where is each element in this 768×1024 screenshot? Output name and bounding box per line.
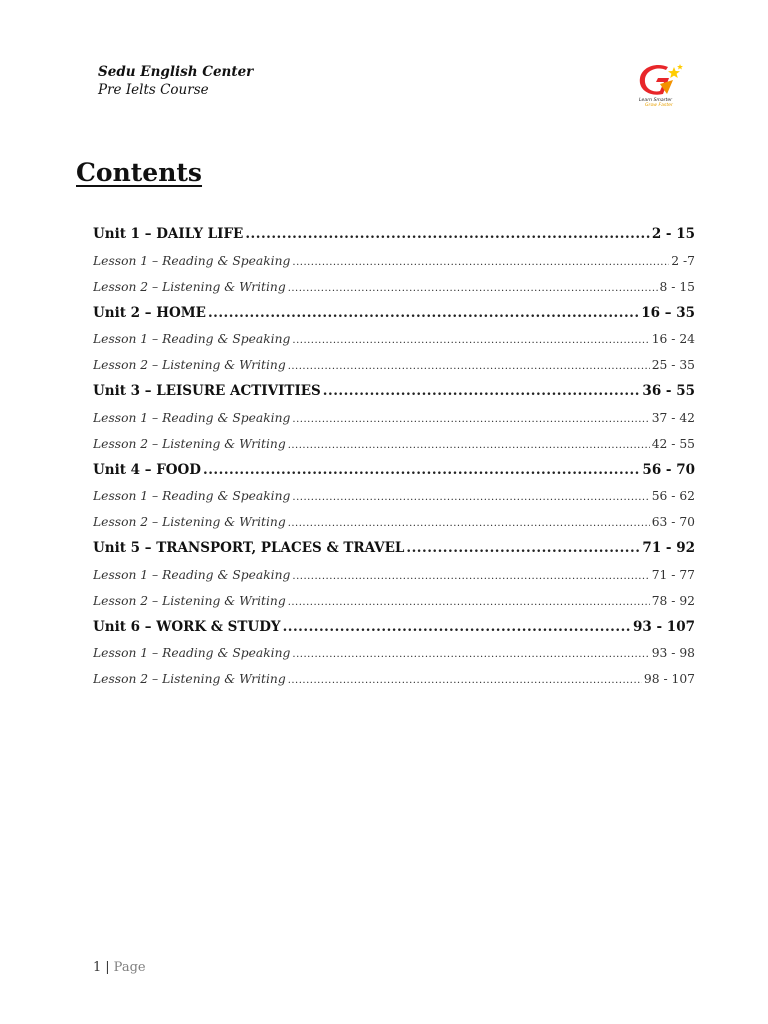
unit-5-entry[interactable] xyxy=(93,535,695,562)
unit-4-lesson-1-entry[interactable] xyxy=(93,483,695,509)
dot-leader xyxy=(292,564,649,588)
document-header xyxy=(98,63,253,99)
dot-leader xyxy=(323,378,641,405)
dot-leader xyxy=(245,221,649,248)
unit-3-lesson-1-pages: 37 - 42 xyxy=(651,410,695,425)
unit-1-pages: 2 - 15 xyxy=(651,226,695,242)
unit-2-pages: 16 – 35 xyxy=(641,304,695,321)
unit-3-lesson-2-title: Lesson 2 – Listening & Writing xyxy=(93,436,286,451)
dot-leader xyxy=(292,642,649,666)
dot-leader xyxy=(292,407,649,431)
dot-leader xyxy=(292,328,649,352)
unit-5-lesson-2-title: Lesson 2 – Listening & Writing xyxy=(93,593,286,608)
unit-4-entry[interactable] xyxy=(93,457,695,484)
unit-2-title: Unit 2 – HOME xyxy=(93,304,206,321)
unit-5-pages: 71 - 92 xyxy=(642,540,695,556)
unit-2-lesson-1-title: Lesson 1 – Reading & Speaking xyxy=(93,332,291,346)
unit-5-lesson-2-entry[interactable] xyxy=(93,588,695,614)
center-name: Sedu English Center xyxy=(98,64,254,80)
unit-6-lesson-1-title: Lesson 1 – Reading & Speaking xyxy=(93,646,291,660)
unit-4-lesson-2-pages: 63 - 70 xyxy=(651,515,695,529)
unit-6-lesson-1-pages: 93 - 98 xyxy=(651,646,695,660)
dot-leader xyxy=(406,535,640,562)
unit-3-entry[interactable] xyxy=(93,378,695,405)
unit-4-lesson-1-pages: 56 - 62 xyxy=(651,489,695,503)
logo-tagline-line-1: Learn Smarter xyxy=(639,98,673,103)
unit-1-lesson-2-pages: 8 - 15 xyxy=(659,279,695,294)
page-number: 1 xyxy=(93,960,102,975)
page-label: Page xyxy=(113,960,146,975)
unit-1-lesson-1-title: Lesson 1 – Reading & Speaking xyxy=(93,253,291,268)
dot-leader xyxy=(288,590,650,614)
unit-1-entry[interactable] xyxy=(93,221,695,248)
unit-5-lesson-1-title: Lesson 1 – Reading & Speaking xyxy=(93,567,291,582)
unit-2-lesson-2-title: Lesson 2 – Listening & Writing xyxy=(93,358,286,372)
unit-3-lesson-2-pages: 42 - 55 xyxy=(651,436,695,451)
page-title: Contents xyxy=(76,158,203,187)
unit-2-lesson-2-entry[interactable] xyxy=(93,352,695,378)
unit-5-lesson-1-entry[interactable] xyxy=(93,562,695,588)
dot-leader xyxy=(208,300,639,327)
dot-leader xyxy=(288,668,642,692)
unit-6-lesson-2-pages: 98 - 107 xyxy=(643,672,695,686)
unit-4-title: Unit 4 – FOOD xyxy=(93,461,202,478)
unit-5-lesson-1-pages: 71 - 77 xyxy=(651,567,695,582)
dot-leader xyxy=(292,485,649,509)
unit-3-title: Unit 3 – LEISURE ACTIVITIES xyxy=(93,383,321,399)
sedu-logo xyxy=(636,64,688,110)
dot-leader xyxy=(283,614,631,641)
unit-6-title: Unit 6 – WORK & STUDY xyxy=(93,618,281,635)
unit-1-title: Unit 1 – DAILY LIFE xyxy=(93,226,244,242)
unit-1-lesson-2-title: Lesson 2 – Listening & Writing xyxy=(93,279,286,294)
logo-mark-icon xyxy=(636,64,688,98)
unit-6-lesson-1-entry[interactable] xyxy=(93,640,695,666)
unit-1-lesson-1-entry[interactable] xyxy=(93,248,695,274)
unit-6-lesson-2-entry[interactable] xyxy=(93,666,695,692)
dot-leader xyxy=(292,250,669,274)
unit-4-lesson-2-entry[interactable] xyxy=(93,509,695,535)
unit-2-lesson-1-pages: 16 - 24 xyxy=(651,332,695,346)
unit-4-pages: 56 - 70 xyxy=(642,461,695,478)
dot-leader xyxy=(288,276,658,300)
footer-separator: | xyxy=(105,960,110,975)
unit-6-entry[interactable] xyxy=(93,614,695,641)
dot-leader xyxy=(288,511,650,535)
unit-3-pages: 36 - 55 xyxy=(642,383,695,399)
unit-2-entry[interactable] xyxy=(93,300,695,327)
unit-5-title: Unit 5 – TRANSPORT, PLACES & TRAVEL xyxy=(93,540,405,556)
unit-5-lesson-2-pages: 78 - 92 xyxy=(651,593,695,608)
unit-3-lesson-1-entry[interactable] xyxy=(93,405,695,431)
unit-1-lesson-1-pages: 2 -7 xyxy=(671,253,695,268)
table-of-contents xyxy=(93,221,695,692)
dot-leader xyxy=(288,354,650,378)
unit-3-lesson-1-title: Lesson 1 – Reading & Speaking xyxy=(93,410,291,425)
unit-4-lesson-1-title: Lesson 1 – Reading & Speaking xyxy=(93,489,291,503)
page-footer xyxy=(93,960,146,975)
logo-tagline xyxy=(639,98,673,108)
dot-leader xyxy=(288,433,650,457)
unit-6-pages: 93 - 107 xyxy=(633,618,695,635)
unit-4-lesson-2-title: Lesson 2 – Listening & Writing xyxy=(93,515,286,529)
unit-1-lesson-2-entry[interactable] xyxy=(93,274,695,300)
unit-3-lesson-2-entry[interactable] xyxy=(93,431,695,457)
unit-2-lesson-1-entry[interactable] xyxy=(93,326,695,352)
dot-leader xyxy=(203,457,640,484)
unit-2-lesson-2-pages: 25 - 35 xyxy=(651,358,695,372)
course-name: Pre Ielts Course xyxy=(98,82,209,98)
unit-6-lesson-2-title: Lesson 2 – Listening & Writing xyxy=(93,672,286,686)
logo-tagline-line-2: Grow Faster xyxy=(645,103,673,108)
